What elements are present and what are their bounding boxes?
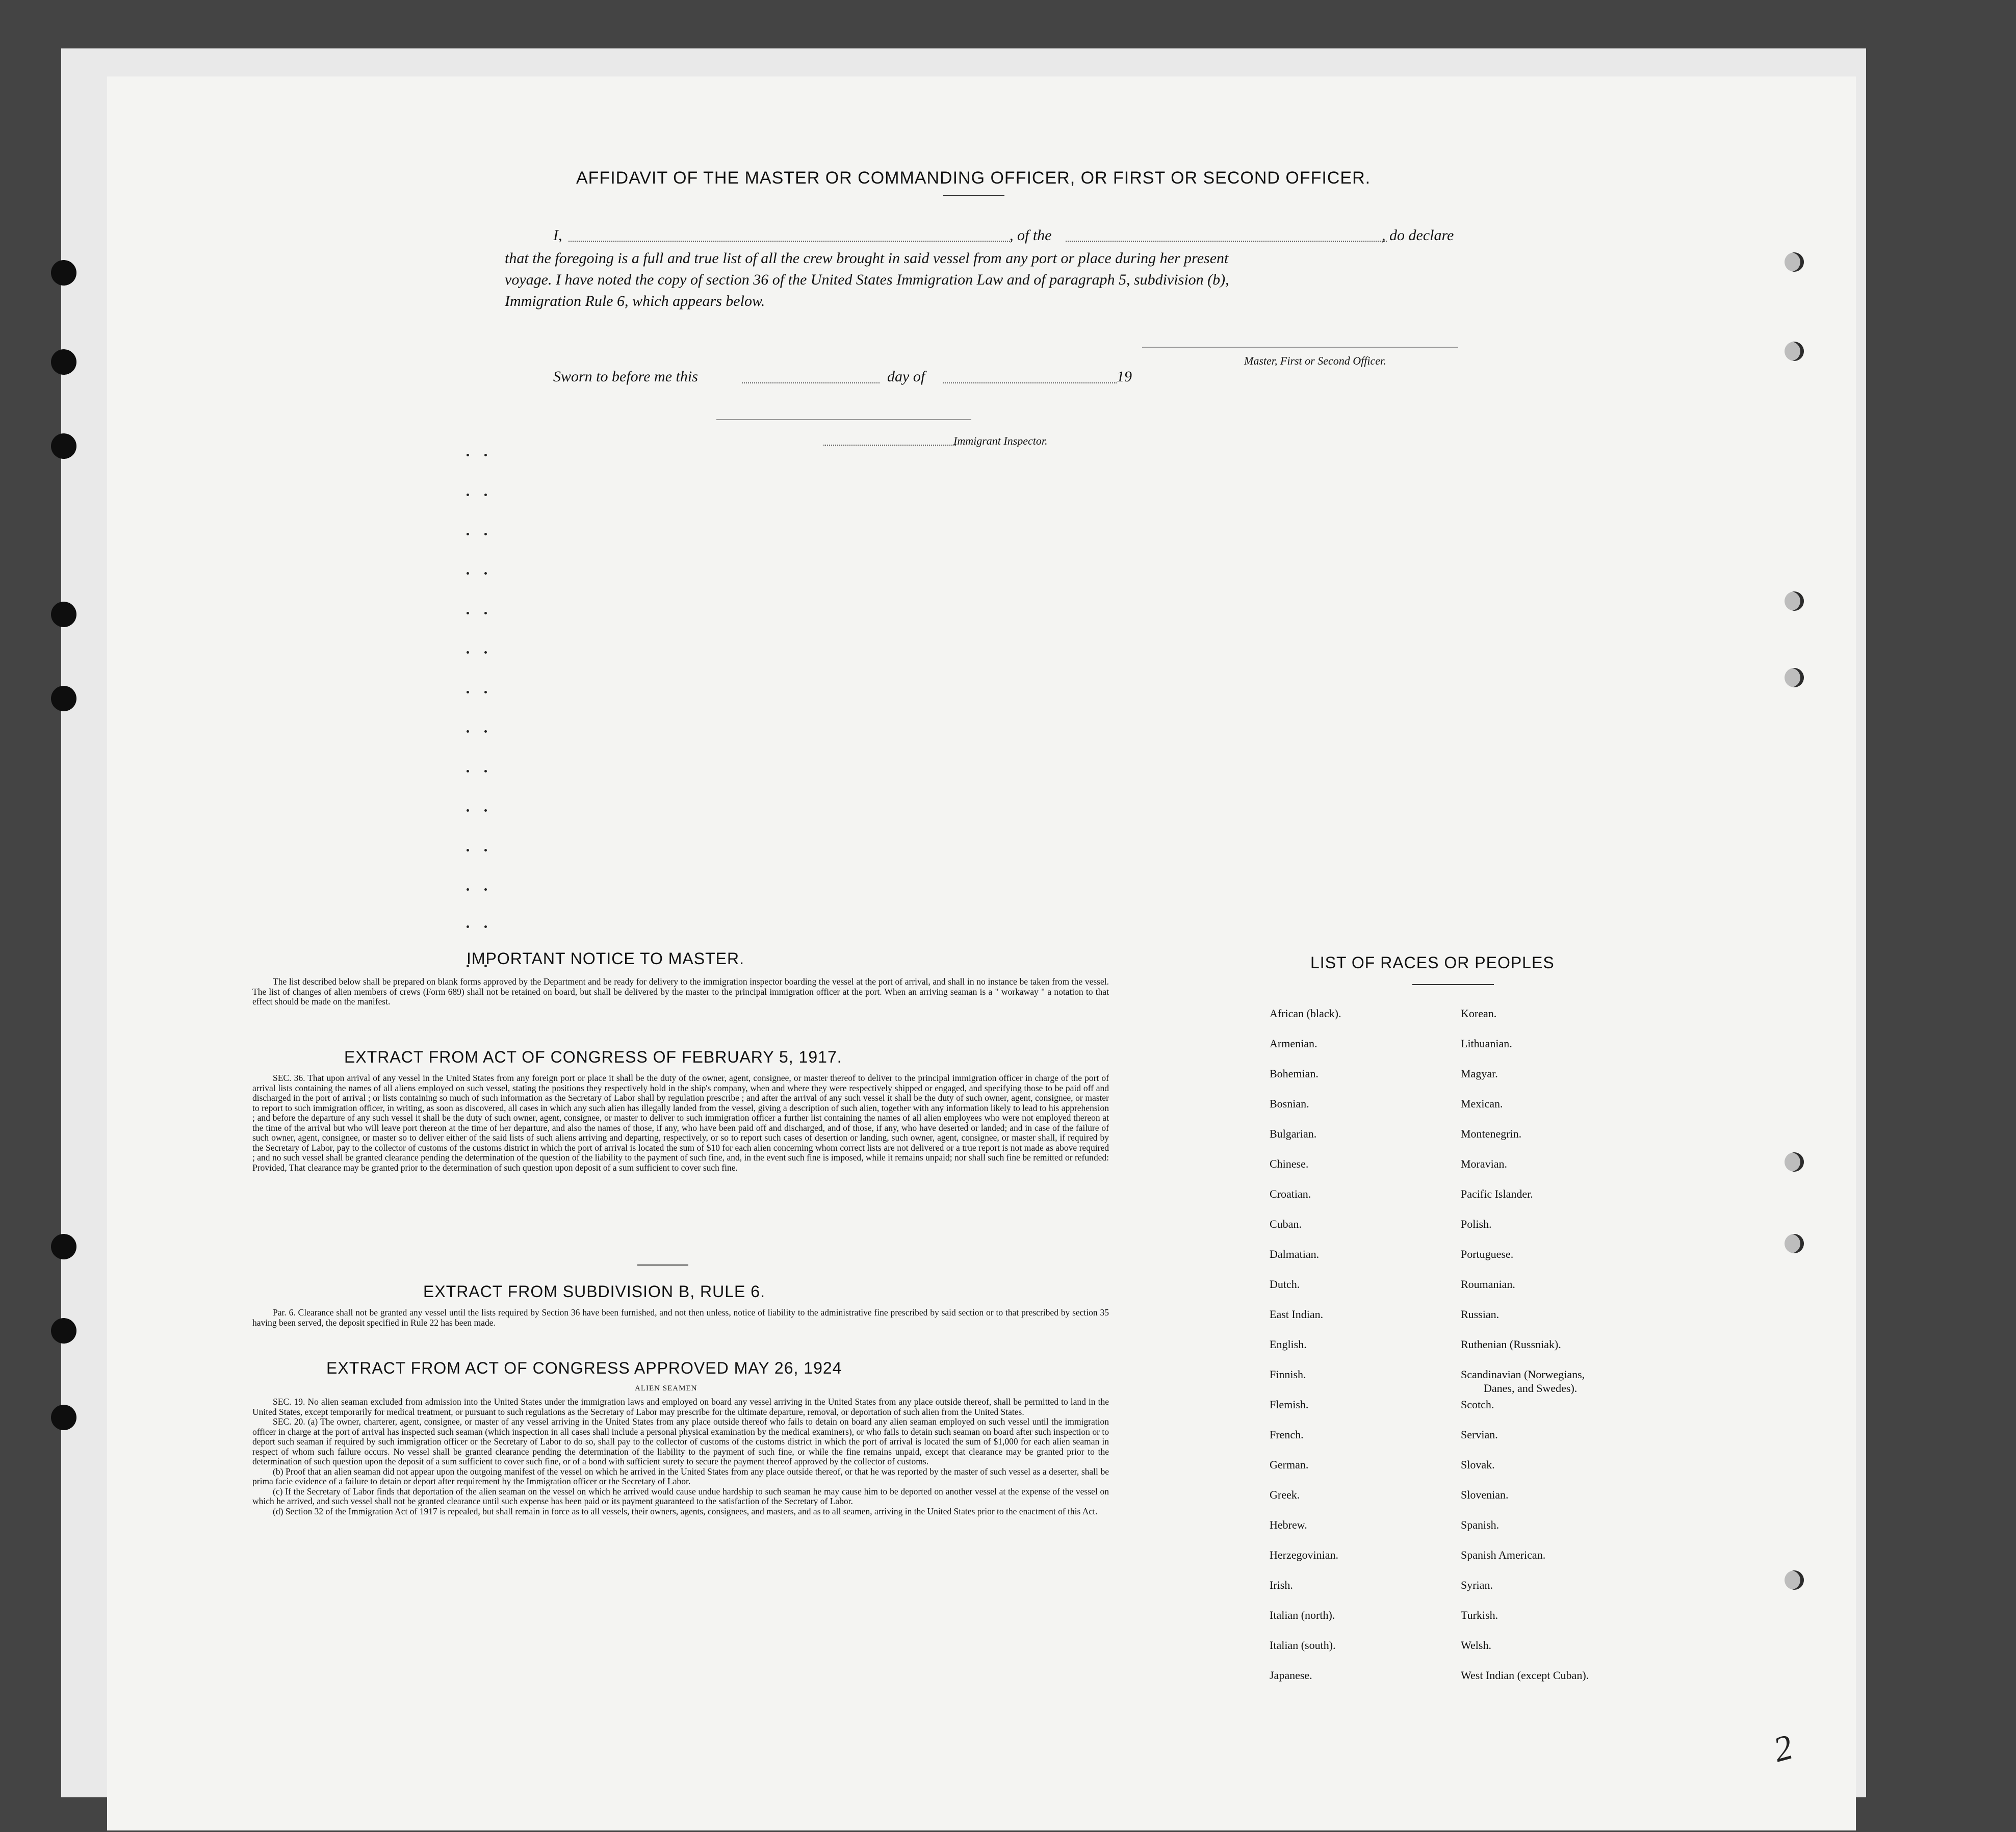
binder-hole — [51, 1405, 76, 1430]
affidavit-do-declare: , do declare — [1382, 227, 1454, 244]
race-item-continuation: Danes, and Swedes). — [1484, 1382, 1578, 1395]
race-item: Servian. — [1461, 1428, 1498, 1441]
race-item: Roumanian. — [1461, 1278, 1515, 1291]
year-label: 19 — [1117, 368, 1132, 385]
race-item: Pacific Islander. — [1461, 1188, 1533, 1200]
extract-1917-title: EXTRACT FROM ACT OF CONGRESS OF FEBRUARY 5, 1917. — [344, 1048, 842, 1066]
race-item: Montenegrin. — [1461, 1127, 1522, 1140]
binder-hole — [51, 602, 76, 627]
inspector-top-line — [716, 419, 971, 420]
sec-20a-text: SEC. 20. (a) The owner, charterer, agent, consignee, or master of any vessel arriving in the United States from any place outside thereof who fails to detain on board any alien seaman employed on such vessel until the immigration officer in charge at the port of arrival has inspected such seaman (which inspection in all cases shall include a personal physical examination by the medical examiners), or who fails to detain such seaman on board after such inspection or to deport such seaman if required by such immigration officer or the Secretary of Labor to do so, shall pay to the collector of customs of the customs district in which the port of arrival is located the sum of $1,000 for each alien seaman in respect of whom such failure occurs. No vessel shall be granted clearance pending the determination of the liability to the payment of such fine, or while the fine remains unpaid, except that clearance may be granted prior to the determination of such question upon the deposit of a sum sufficient to cover such fine, or of a bond with sufficient surety to secure the payment thereof approved by the collector of customs. — [252, 1416, 1109, 1466]
race-item: Italian (north). — [1270, 1609, 1335, 1621]
binder-hole — [1785, 1234, 1804, 1253]
affidavit-line-3: voyage. I have noted the copy of section 36 of the United States Immigration Law and of paragraph 5, subdivision (b), — [505, 271, 1229, 288]
margin-mark — [484, 494, 487, 496]
margin-mark — [467, 651, 469, 654]
race-item: Bohemian. — [1270, 1067, 1319, 1080]
margin-mark — [484, 925, 487, 928]
race-item: Herzegovinian. — [1270, 1549, 1338, 1561]
margin-mark — [467, 612, 469, 614]
margin-mark — [467, 888, 469, 891]
margin-mark — [467, 454, 469, 456]
binder-hole — [51, 1318, 76, 1344]
margin-mark — [484, 651, 487, 654]
binder-hole — [1785, 252, 1804, 272]
binder-hole — [51, 260, 76, 286]
month-fill-line — [943, 382, 1117, 383]
margin-mark — [484, 849, 487, 852]
margin-mark — [484, 691, 487, 693]
binder-hole — [1785, 1152, 1804, 1172]
race-item: Scotch. — [1461, 1398, 1494, 1411]
affidavit-title: AFFIDAVIT OF THE MASTER OR COMMANDING OFFICER, OR FIRST OR SECOND OFFICER. — [576, 168, 1371, 188]
race-item: French. — [1270, 1428, 1304, 1441]
race-item: Slovak. — [1461, 1458, 1495, 1471]
margin-mark — [467, 849, 469, 852]
binder-hole — [51, 686, 76, 711]
margin-mark — [484, 533, 487, 535]
race-item: Italian (south). — [1270, 1639, 1336, 1652]
inspector-fill-line — [823, 445, 956, 446]
extract-1924-title: EXTRACT FROM ACT OF CONGRESS APPROVED MAY 26, 1924 — [326, 1359, 842, 1377]
race-item: Syrian. — [1461, 1579, 1493, 1591]
binder-hole — [51, 433, 76, 459]
section-divider — [637, 1265, 688, 1266]
inspector-label: Immigrant Inspector. — [953, 434, 1048, 447]
race-item: Scandinavian (Norwegians, — [1461, 1368, 1585, 1381]
race-item: Ruthenian (Russniak). — [1461, 1338, 1561, 1351]
race-item: Welsh. — [1461, 1639, 1491, 1652]
affidavit-of-the: , of the — [1010, 227, 1052, 244]
race-item: Cuban. — [1270, 1218, 1302, 1230]
race-item: Magyar. — [1461, 1067, 1498, 1080]
vessel-fill-line — [1066, 241, 1387, 242]
race-item: Chinese. — [1270, 1157, 1309, 1170]
affidavit-line-4: Immigration Rule 6, which appears below. — [505, 293, 765, 309]
binder-hole — [51, 349, 76, 375]
signature-line — [1142, 347, 1458, 348]
margin-mark — [467, 770, 469, 772]
binder-hole — [1785, 591, 1804, 611]
race-item: Polish. — [1461, 1218, 1492, 1230]
race-item: Japanese. — [1270, 1669, 1312, 1682]
document-page — [107, 76, 1856, 1830]
race-item: Croatian. — [1270, 1188, 1311, 1200]
race-item: Russian. — [1461, 1308, 1500, 1321]
race-item: Hebrew. — [1270, 1518, 1307, 1531]
race-item: Spanish American. — [1461, 1549, 1546, 1561]
day-of-label: day of — [887, 368, 925, 385]
margin-mark — [467, 925, 469, 928]
notice-title: IMPORTANT NOTICE TO MASTER. — [467, 949, 744, 968]
race-item: Lithuanian. — [1461, 1037, 1512, 1050]
race-item: West Indian (except Cuban). — [1461, 1669, 1589, 1682]
sec-19-text: SEC. 19. No alien seaman excluded from admission into the United States under the immigration laws and employed on board any vessel arriving in the United States from any place outside thereof, shall be permitted to land in the United States, except temporarily for medical treatment, or pursuant to such regulations as the Secretary of Labor may prescribe for the ultimate departure, removal, or deportation of such alien from the United States. — [252, 1397, 1109, 1417]
races-title: LIST OF RACES OR PEOPLES — [1310, 953, 1555, 972]
race-item: Turkish. — [1461, 1609, 1498, 1621]
notice-body — [252, 977, 1109, 1007]
races-title-underline — [1412, 984, 1494, 985]
margin-mark — [484, 809, 487, 812]
race-item: Spanish. — [1461, 1518, 1500, 1531]
race-item: African (black). — [1270, 1007, 1341, 1020]
margin-mark — [484, 888, 487, 891]
affidavit-i-label: I, — [553, 227, 562, 244]
handwritten-page-number: 2 — [1769, 1727, 1797, 1770]
margin-mark — [484, 454, 487, 456]
margin-mark — [484, 612, 487, 614]
signature-label: Master, First or Second Officer. — [1244, 354, 1386, 367]
margin-mark — [484, 770, 487, 772]
affidavit-line-2: that the foregoing is a full and true list of all the crew brought in said vessel from any port or place during her present — [505, 250, 1229, 267]
binder-hole — [1785, 1570, 1804, 1590]
race-item: English. — [1270, 1338, 1307, 1351]
race-item: Dalmatian. — [1270, 1248, 1320, 1260]
race-item: Korean. — [1461, 1007, 1497, 1020]
race-item: Finnish. — [1270, 1368, 1306, 1381]
race-item: Greek. — [1270, 1488, 1300, 1501]
margin-mark — [467, 533, 469, 535]
sec-20d-text: (d) Section 32 of the Immigration Act of 1917 is repealed, but shall remain in force as to all vessels, their owners, agents, consignees, and masters, and as to all seamen, arriving in the United States prior to the enactment of this Act. — [273, 1506, 1098, 1516]
race-item: Bulgarian. — [1270, 1127, 1317, 1140]
race-item: Armenian. — [1270, 1037, 1317, 1050]
extract-1917-body — [252, 1073, 1109, 1173]
race-item: East Indian. — [1270, 1308, 1324, 1321]
rule-6-body — [252, 1308, 1109, 1328]
name-fill-line — [568, 241, 1012, 242]
race-item: Bosnian. — [1270, 1097, 1309, 1110]
margin-mark — [467, 809, 469, 812]
race-item: Portuguese. — [1461, 1248, 1514, 1260]
sec-36-text: SEC. 36. That upon arrival of any vessel in the United States from any foreign port or place it shall be the duty of the owner, agent, consignee, or master thereof to deliver to the principal immigration officer in charge of the port of arrival lists containing the names of all aliens employed on such vessel, stating the positions they respectively hold in the ship's company, when and where they were respectively shipped or engaged, and specifying those to be paid off and discharged in the port of arrival ; or lists containing so much of such information as the Secretary of Labor shall by regulation prescribe ; and after the arrival of any such vessel it shall be the duty of such owner, agent, consignee, or master to report to such immigration officer, in writing, as soon as discovered, all cases in which any such alien has illegally landed from the vessel, giving a description of such alien, together with any information likely to lead to his apprehension ; and before the departure of any such vessel it shall be the duty of such owner, agent, consignee, or master to deliver to such immigration officer a further list containing the names of all alien employees who were not employed thereon at the time of the arrival but who will leave port thereon at the time of her departure, and also the names of those, if any, who have been paid off and discharged, and of those, if any, who have deserted or landed; and in case of the failure of such owner, agent, consignee, or master so to deliver either of the said lists of such aliens arriving and departing, respectively, or so to report such cases of desertion or landing, such owner, agent, consignee, or master shall, if required by the Secretary of Labor, pay to the collector of customs of the customs district in which the port of arrival is located the sum of $10 for each alien concerning whom correct lists are not delivered or a true report is not made as above required ; and no such vessel shall be granted clearance pending the determination of the question of the liability to the payment of such fine, and, in the event such fine is imposed, while it remains unpaid; nor shall such fine be remitted or refunded: Provided, That clearance may be granted prior to the determination of such question upon deposit of a sum sufficient to cover such fine. — [252, 1073, 1109, 1173]
margin-mark — [467, 572, 469, 575]
margin-mark — [467, 494, 469, 496]
sec-20b-text: (b) Proof that an alien seaman did not appear upon the outgoing manifest of the vessel on which he arrived in the United States from any place outside thereof, or that he was reported by the master of such vessel as a deserter, shall be prima facie evidence of a failure to detain or deport after requirement by the Immigration officer or the Secretary of Labor. — [252, 1466, 1109, 1486]
margin-mark — [467, 691, 469, 693]
sec-20c-text: (c) If the Secretary of Labor finds that deportation of the alien seaman on the vessel on which he arrived would cause undue hardship to such seaman he may cause him to be deported on another vessel at the expense of the vessel on which he arrived, and such vessel shall not be granted clearance until such expense has been paid or its payment guaranteed to the satisfaction of the Secretary of Labor. — [252, 1486, 1109, 1506]
margin-mark — [484, 730, 487, 733]
race-item: Irish. — [1270, 1579, 1293, 1591]
par-6-text: Par. 6. Clearance shall not be granted any vessel until the lists required by Section 36 have been furnished, and not then unless, notice of liability to the administrative fine prescribed by said section or to that prescribed by section 35 having been served, the deposit specified in Rule 22 has been made. — [252, 1307, 1109, 1328]
sworn-label: Sworn to before me this — [553, 368, 698, 385]
race-item: Moravian. — [1461, 1157, 1508, 1170]
binder-hole — [1785, 668, 1804, 687]
rule-6-title: EXTRACT FROM SUBDIVISION B, RULE 6. — [423, 1282, 765, 1301]
sworn-day-fill-line — [742, 382, 880, 383]
race-item: Mexican. — [1461, 1097, 1503, 1110]
margin-mark — [484, 572, 487, 575]
title-underline — [943, 195, 1004, 196]
binder-hole — [1785, 342, 1804, 361]
race-item: Flemish. — [1270, 1398, 1309, 1411]
race-item: Slovenian. — [1461, 1488, 1509, 1501]
race-item: Dutch. — [1270, 1278, 1300, 1291]
notice-text: The list described below shall be prepared on blank forms approved by the Department and be ready for delivery to the immigration inspector boarding the vessel at the port of arrival, and shall in no instance be taken from the vessel. The list of changes of alien members of crews (Form 689) shall not be retained on board, but shall be delivered by the master to the principal immigration officer at the port. When an arriving seaman is a " workaway " a notation to that effect should be made on the manifest. — [252, 976, 1109, 1007]
extract-1924-body — [252, 1397, 1109, 1516]
race-item: German. — [1270, 1458, 1309, 1471]
binder-hole — [51, 1234, 76, 1259]
margin-mark — [467, 730, 469, 733]
alien-seamen-subtitle: ALIEN SEAMEN — [635, 1384, 697, 1392]
